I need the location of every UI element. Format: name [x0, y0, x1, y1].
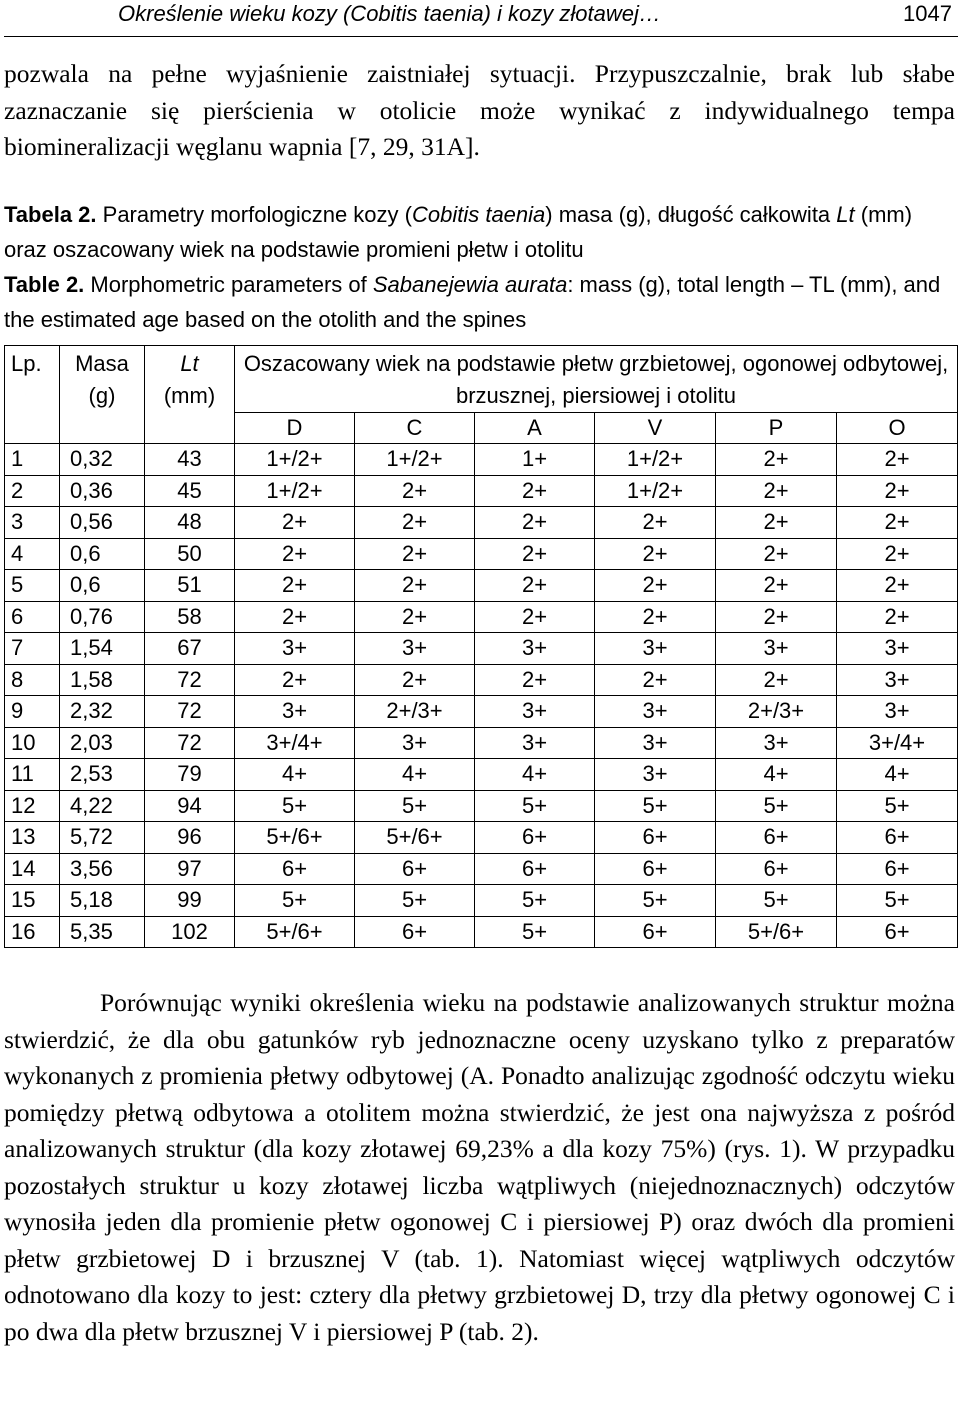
cell-masa: 3,56 [60, 853, 145, 885]
header-age-group: Oszacowany wiek na podstawie płetw grzbietowej, ogonowej odbytowej, brzusznej, piersiowej i otolitu [235, 346, 958, 413]
table-row [5, 633, 958, 665]
cell-d: 5+/6+ [235, 822, 355, 854]
caption-pl-text-c: (mm) oraz oszacowany wiek na podstawie promieni płetw i otolitu [4, 202, 913, 262]
table-row [5, 696, 958, 728]
cell-p: 4+ [716, 759, 837, 791]
cell-p: 2+ [716, 444, 837, 476]
cell-a: 5+ [475, 790, 595, 822]
cell-p: 3+ [716, 633, 837, 665]
cell-a: 5+ [475, 885, 595, 917]
table-row [5, 538, 958, 570]
cell-a: 2+ [475, 507, 595, 539]
cell-v: 2+ [595, 538, 716, 570]
table-row [5, 916, 958, 948]
cell-lt: 72 [145, 727, 235, 759]
cell-a: 1+ [475, 444, 595, 476]
table-row [5, 759, 958, 791]
cell-lp: 5 [5, 570, 60, 602]
cell-d: 1+/2+ [235, 475, 355, 507]
cell-lt: 45 [145, 475, 235, 507]
table-caption-pl [4, 197, 958, 267]
cell-d: 5+ [235, 790, 355, 822]
page-number: 1047 [903, 1, 952, 26]
table-row [5, 570, 958, 602]
header-code-c: C [355, 413, 475, 444]
cell-v: 1+/2+ [595, 444, 716, 476]
header-masa [60, 346, 145, 444]
cell-a: 5+ [475, 916, 595, 948]
caption-en-text-b: : mass (g), total length – TL (mm), and the estimated age based on the otolith and the spines [4, 272, 941, 332]
table-row [5, 727, 958, 759]
cell-c: 3+ [355, 633, 475, 665]
cell-d: 2+ [235, 538, 355, 570]
cell-p: 5+ [716, 885, 837, 917]
header-code-a: A [475, 413, 595, 444]
cell-p: 2+ [716, 475, 837, 507]
cell-masa: 0,6 [60, 538, 145, 570]
cell-masa: 4,22 [60, 790, 145, 822]
cell-a: 3+ [475, 727, 595, 759]
cell-masa: 5,72 [60, 822, 145, 854]
table-row [5, 601, 958, 633]
cell-c: 2+ [355, 538, 475, 570]
cell-lp: 13 [5, 822, 60, 854]
cell-lt: 72 [145, 664, 235, 696]
cell-o: 2+ [837, 601, 958, 633]
cell-p: 5+/6+ [716, 916, 837, 948]
cell-o: 5+ [837, 885, 958, 917]
cell-masa: 1,54 [60, 633, 145, 665]
cell-v: 1+/2+ [595, 475, 716, 507]
cell-p: 2+ [716, 664, 837, 696]
cell-a: 2+ [475, 475, 595, 507]
cell-o: 2+ [837, 507, 958, 539]
cell-o: 2+ [837, 475, 958, 507]
cell-lt: 96 [145, 822, 235, 854]
table-row [5, 853, 958, 885]
cell-v: 2+ [595, 507, 716, 539]
table-caption-en [4, 267, 958, 337]
cell-v: 2+ [595, 601, 716, 633]
table-row [5, 664, 958, 696]
cell-o: 3+ [837, 664, 958, 696]
cell-p: 2+ [716, 538, 837, 570]
cell-a: 2+ [475, 570, 595, 602]
cell-lp: 4 [5, 538, 60, 570]
cell-p: 3+ [716, 727, 837, 759]
cell-d: 5+ [235, 885, 355, 917]
caption-pl-text-a: Parametry morfologiczne kozy ( [96, 202, 412, 227]
cell-c: 5+/6+ [355, 822, 475, 854]
cell-o: 2+ [837, 444, 958, 476]
caption-pl-label: Tabela 2. [4, 202, 97, 227]
table-row [5, 507, 958, 539]
cell-lt: 48 [145, 507, 235, 539]
cell-lt: 99 [145, 885, 235, 917]
cell-lt: 43 [145, 444, 235, 476]
cell-masa: 0,36 [60, 475, 145, 507]
cell-a: 3+ [475, 633, 595, 665]
header-code-d: D [235, 413, 355, 444]
cell-lp: 12 [5, 790, 60, 822]
cell-masa: 0,6 [60, 570, 145, 602]
closing-paragraph: Porównując wyniki określenia wieku na podstawie analizowanych struktur można stwierdzić, że dla obu gatunków ryb jednoznaczne oceny uzyskano tylko z preparatów wykonanych z promienia płetwy odbytowej (A. Ponadto analizując zgodność odczytu wieku pomiędzy płetwą odbytowa a otolitem można stwierdzić, że jest ona najwyższa z pośród analizowanych struktur (dla kozy złotawej 69,23% a dla kozy 75%) (rys. 1). W przypadku pozostałych struktur u kozy złotawej liczba wątpliwych (niejednoznacznych) odczytów wynosiła jeden dla promienie płetw ogonowej C i piersiowej P) oraz dwóch dla promieni płetw grzbietowej D i brzusznej V (tab. 1). Natomiast więcej wątpliwych odczytów odnotowano dla kozy to jest: cztery dla płetwy grzbietowej D, trzy dla płetwy ogonowej C i po dwa dla płetw brzusznej V i piersiowej P (tab. 2). [4, 988, 955, 1346]
cell-c: 6+ [355, 916, 475, 948]
cell-c: 5+ [355, 790, 475, 822]
table-row [5, 444, 958, 476]
cell-v: 2+ [595, 664, 716, 696]
cell-masa: 2,32 [60, 696, 145, 728]
cell-a: 2+ [475, 538, 595, 570]
cell-lp: 6 [5, 601, 60, 633]
cell-c: 2+/3+ [355, 696, 475, 728]
cell-lt: 67 [145, 633, 235, 665]
cell-o: 2+ [837, 570, 958, 602]
cell-a: 3+ [475, 696, 595, 728]
cell-lt: 94 [145, 790, 235, 822]
cell-lp: 7 [5, 633, 60, 665]
caption-en-text-a: Morphometric parameters of [84, 272, 373, 297]
cell-a: 6+ [475, 822, 595, 854]
cell-d: 2+ [235, 507, 355, 539]
cell-c: 5+ [355, 885, 475, 917]
cell-o: 3+/4+ [837, 727, 958, 759]
cell-masa: 0,32 [60, 444, 145, 476]
cell-lp: 3 [5, 507, 60, 539]
table-row [5, 885, 958, 917]
cell-masa: 5,35 [60, 916, 145, 948]
cell-v: 3+ [595, 759, 716, 791]
cell-lt: 97 [145, 853, 235, 885]
cell-v: 5+ [595, 790, 716, 822]
cell-p: 2+/3+ [716, 696, 837, 728]
table-row [5, 790, 958, 822]
cell-lt: 79 [145, 759, 235, 791]
header-lt [145, 346, 235, 444]
cell-p: 2+ [716, 507, 837, 539]
cell-lt: 50 [145, 538, 235, 570]
cell-c: 2+ [355, 570, 475, 602]
cell-c: 2+ [355, 475, 475, 507]
cell-masa: 2,03 [60, 727, 145, 759]
cell-p: 5+ [716, 790, 837, 822]
cell-o: 3+ [837, 696, 958, 728]
cell-o: 3+ [837, 633, 958, 665]
cell-v: 5+ [595, 885, 716, 917]
caption-en-species: Sabanejewia aurata [372, 272, 568, 297]
cell-lp: 16 [5, 916, 60, 948]
cell-p: 2+ [716, 570, 837, 602]
caption-en-label: Table 2. [4, 272, 85, 297]
cell-v: 3+ [595, 696, 716, 728]
table-row [5, 475, 958, 507]
cell-masa: 0,76 [60, 601, 145, 633]
header-code-v: V [595, 413, 716, 444]
running-header [4, 0, 958, 37]
header-lp: Lp. [5, 346, 60, 444]
cell-d: 4+ [235, 759, 355, 791]
cell-c: 1+/2+ [355, 444, 475, 476]
cell-d: 2+ [235, 664, 355, 696]
cell-d: 6+ [235, 853, 355, 885]
cell-masa: 2,53 [60, 759, 145, 791]
cell-a: 6+ [475, 853, 595, 885]
cell-lp: 1 [5, 444, 60, 476]
cell-lp: 15 [5, 885, 60, 917]
cell-d: 3+ [235, 696, 355, 728]
cell-lt: 102 [145, 916, 235, 948]
cell-v: 3+ [595, 633, 716, 665]
cell-lt: 58 [145, 601, 235, 633]
cell-v: 6+ [595, 916, 716, 948]
cell-lt: 72 [145, 696, 235, 728]
cell-o: 4+ [837, 759, 958, 791]
cell-p: 6+ [716, 822, 837, 854]
cell-c: 2+ [355, 601, 475, 633]
cell-d: 2+ [235, 601, 355, 633]
header-lt-unit: (mm) [163, 383, 216, 408]
cell-o: 5+ [837, 790, 958, 822]
cell-a: 4+ [475, 759, 595, 791]
header-masa-label: Masa [75, 351, 129, 376]
table-row [5, 822, 958, 854]
cell-o: 2+ [837, 538, 958, 570]
cell-o: 6+ [837, 916, 958, 948]
header-code-o: O [837, 413, 958, 444]
caption-pl-text-b: ) masa (g), długość całkowita [545, 202, 837, 227]
cell-lp: 11 [5, 759, 60, 791]
cell-d: 5+/6+ [235, 916, 355, 948]
header-lt-label: Lt [180, 351, 199, 376]
cell-o: 6+ [837, 853, 958, 885]
cell-lp: 8 [5, 664, 60, 696]
cell-c: 6+ [355, 853, 475, 885]
age-table [4, 345, 958, 948]
cell-masa: 5,18 [60, 885, 145, 917]
caption-pl-species: Cobitis taenia [411, 202, 546, 227]
cell-v: 3+ [595, 727, 716, 759]
cell-a: 2+ [475, 664, 595, 696]
cell-lt: 51 [145, 570, 235, 602]
cell-d: 1+/2+ [235, 444, 355, 476]
cell-v: 6+ [595, 853, 716, 885]
cell-c: 3+ [355, 727, 475, 759]
cell-lp: 10 [5, 727, 60, 759]
intro-paragraph: pozwala na pełne wyjaśnienie zaistniałej sytuacji. Przypuszczalnie, brak lub słabe zaznaczanie się pierścienia w otolicie może wynikać z indywidualnego tempa biomineralizacji węglanu wapnia [7, 29, 31A]. [4, 59, 955, 161]
cell-lp: 14 [5, 853, 60, 885]
cell-lp: 2 [5, 475, 60, 507]
cell-masa: 0,56 [60, 507, 145, 539]
cell-d: 3+ [235, 633, 355, 665]
cell-c: 4+ [355, 759, 475, 791]
cell-p: 6+ [716, 853, 837, 885]
table-header-row [5, 346, 958, 413]
cell-o: 6+ [837, 822, 958, 854]
header-code-p: P [716, 413, 837, 444]
cell-c: 2+ [355, 664, 475, 696]
cell-v: 6+ [595, 822, 716, 854]
cell-v: 2+ [595, 570, 716, 602]
header-masa-unit: (g) [88, 383, 116, 408]
caption-pl-lt: Lt [836, 202, 855, 227]
cell-c: 2+ [355, 507, 475, 539]
cell-masa: 1,58 [60, 664, 145, 696]
cell-p: 2+ [716, 601, 837, 633]
running-title: Określenie wieku kozy (Cobitis taenia) i kozy złotawej… [118, 1, 661, 26]
cell-a: 2+ [475, 601, 595, 633]
cell-lp: 9 [5, 696, 60, 728]
cell-d: 2+ [235, 570, 355, 602]
cell-d: 3+/4+ [235, 727, 355, 759]
